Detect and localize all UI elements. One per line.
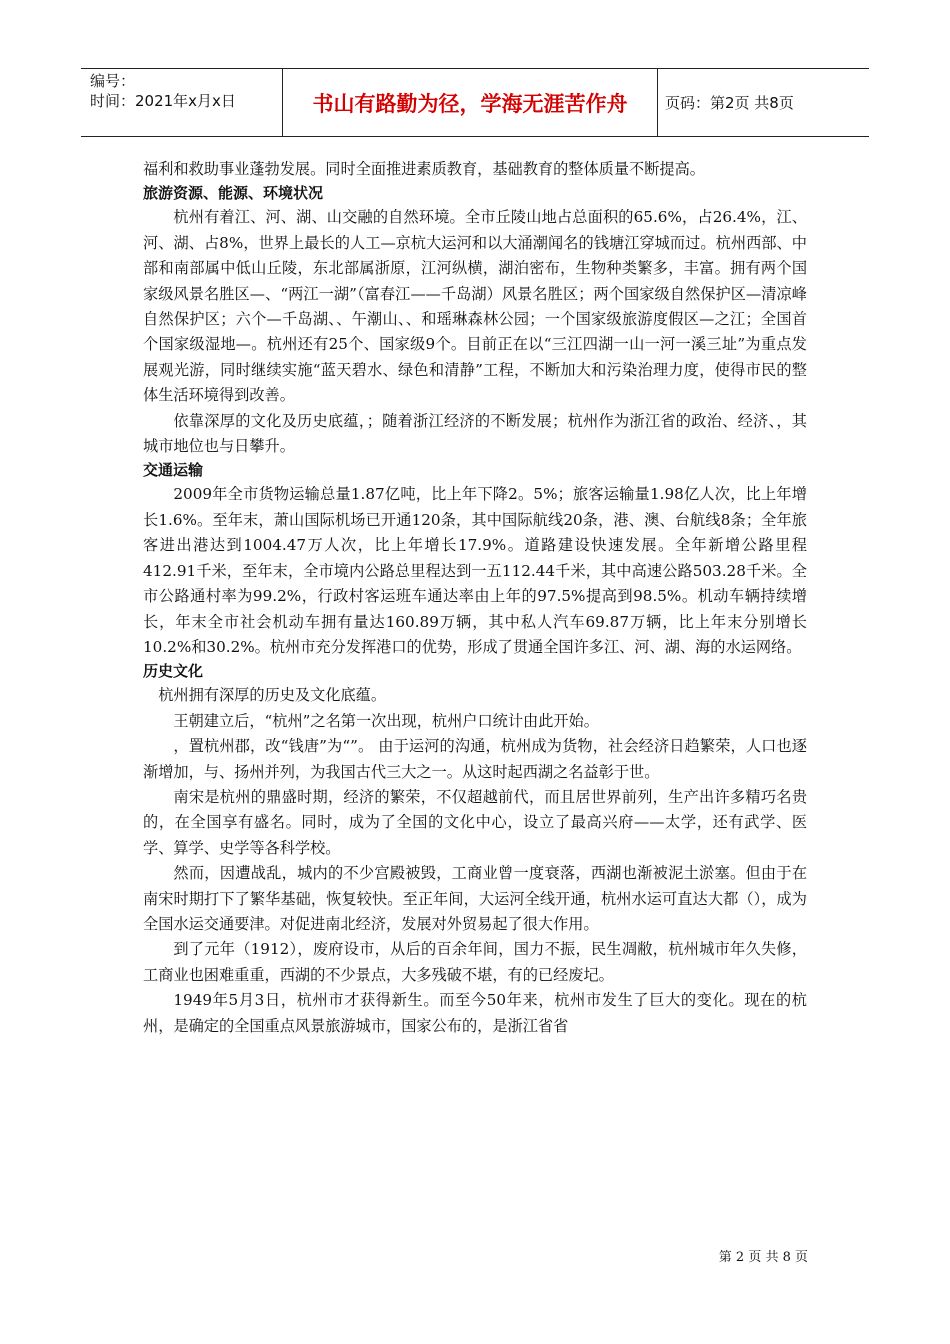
- body-paragraph: 依靠深厚的文化及历史底蕴，；随着浙江经济的不断发展；杭州作为浙江省的政治、经济、，其城市地位也与日攀升。: [143, 411, 807, 456]
- body-paragraph: 南宋是杭州的鼎盛时期，经济的繁荣，不仅超越前代，而且居世界前列，生产出许多精巧名贵的，在全国享有盛名。同时，成为了全国的文化中心，设立了最高兴府——太学，还有武学、医学、算学、史学等各科学校。: [143, 787, 807, 857]
- section-heading: 历史文化: [143, 662, 204, 681]
- header-motto: 书山有路勤为径，学海无涯苦作舟: [282, 69, 658, 136]
- body-paragraph: 杭州拥有深厚的历史及文化底蕴。: [158, 686, 386, 705]
- page-header: [81, 68, 869, 137]
- body-paragraph: 到了元年（1912），废府设市，从后的百余年间，国力不振，民生凋敝，杭州城市年久失修，工商业也困难重重，西湖的不少景点，大多残破不堪，有的已经废圮。: [143, 940, 807, 984]
- body-paragraph: 2009年全市货物运输总量1.87亿吨，比上年下降2。5%；旅客运输量1.98亿人次，比上年增长1.6%。至年末，萧山国际机场已开通120条，其中国际航线20条，港、澳、台航线8条；全年旅客进出港达到1004.47万人次，比上年增长17.9%。道路建设快速发展。全年新增公路里程412.91千米，至年末，全市境内公路总里程达到一五112.44千米，其中高速公路503.28千米。全市公路通村率为99.2%，行政村客运班车通达率由上年的97.5%提高到98.5%。机动车辆持续增长，年末全市社会机动车拥有量达160.89万辆，其中私人汽车69.87万辆，比上年末分别增长10.2%和30.2%。杭州市充分发挥港口的优势，形成了贯通全国许多江、河、湖、海的水运网络。: [143, 485, 807, 656]
- body-paragraph: 然而，因遭战乱，城内的不少宫殿被毁，工商业曾一度衰落，西湖也渐被泥土淤塞。但由于在南宋时期打下了繁华基础，恢复较快。至正年间，大运河全线开通，杭州水运可直达大都（），成为全国水运交通要津。对促进南北经济，发展对外贸易起了很大作用。: [143, 864, 807, 933]
- document-number-label: 编号：: [90, 72, 136, 90]
- body-paragraph: 王朝建立后，“杭州”之名第一次出现，杭州户口统计由此开始。: [173, 711, 599, 730]
- header-page-number: 页码：第2页 共8页: [665, 94, 794, 112]
- document-date-label: 时间：2021年x月x日: [90, 92, 236, 110]
- body-paragraph: 1949年5月3日，杭州市才获得新生。而至今50年来，杭州市发生了巨大的变化。现在的杭州，是确定的全国重点风景旅游城市，国家公布的，是浙江省省: [143, 991, 807, 1035]
- document-body: [143, 157, 807, 1039]
- body-paragraph: ，置杭州郡，改“钱唐”为“”。 由于运河的沟通，杭州成为货物，社会经济日趋繁荣，人口也逐渐增加，与、扬州并列，为我国古代三大之一。从这时起西湖之名益彰于世。: [143, 737, 807, 781]
- footer-page-number: 第 2 页 共 8 页: [718, 1250, 808, 1265]
- body-paragraph: 福利和救助事业蓬勃发展。同时全面推进素质教育，基础教育的整体质量不断提高。: [143, 160, 705, 178]
- section-heading: 旅游资源、能源、环境状况: [143, 184, 324, 203]
- header-info: [90, 71, 280, 111]
- section-heading: 交通运输: [143, 461, 204, 480]
- body-paragraph: 杭州有着江、河、湖、山交融的自然环境。全市丘陵山地占总面积的65.6%，占26.4%，江、河、湖、占8%，世界上最长的人工—京杭大运河和以大涌潮闻名的钱塘江穿城而过。杭州西部、中部和南部属中低山丘陵，东北部属浙原，江河纵横，湖泊密布，生物种类繁多，丰富。拥有两个国家级风景名胜区—、“两江一湖”（富春江——千岛湖）风景名胜区；两个国家级自然保护区—清凉峰自然保护区；六个—千岛湖、、午潮山、、和瑶琳森林公园；一个国家级旅游度假区—之江；全国首个国家级湿地—。杭州还有25个、国家级9个。目前正在以“三江四湖一山一河一溪三址”为重点发展观光游，同时继续实施“蓝天碧水、绿色和清静”工程，不断加大和污染治理力度，使得市民的整体生活环境得到改善。: [143, 208, 807, 405]
